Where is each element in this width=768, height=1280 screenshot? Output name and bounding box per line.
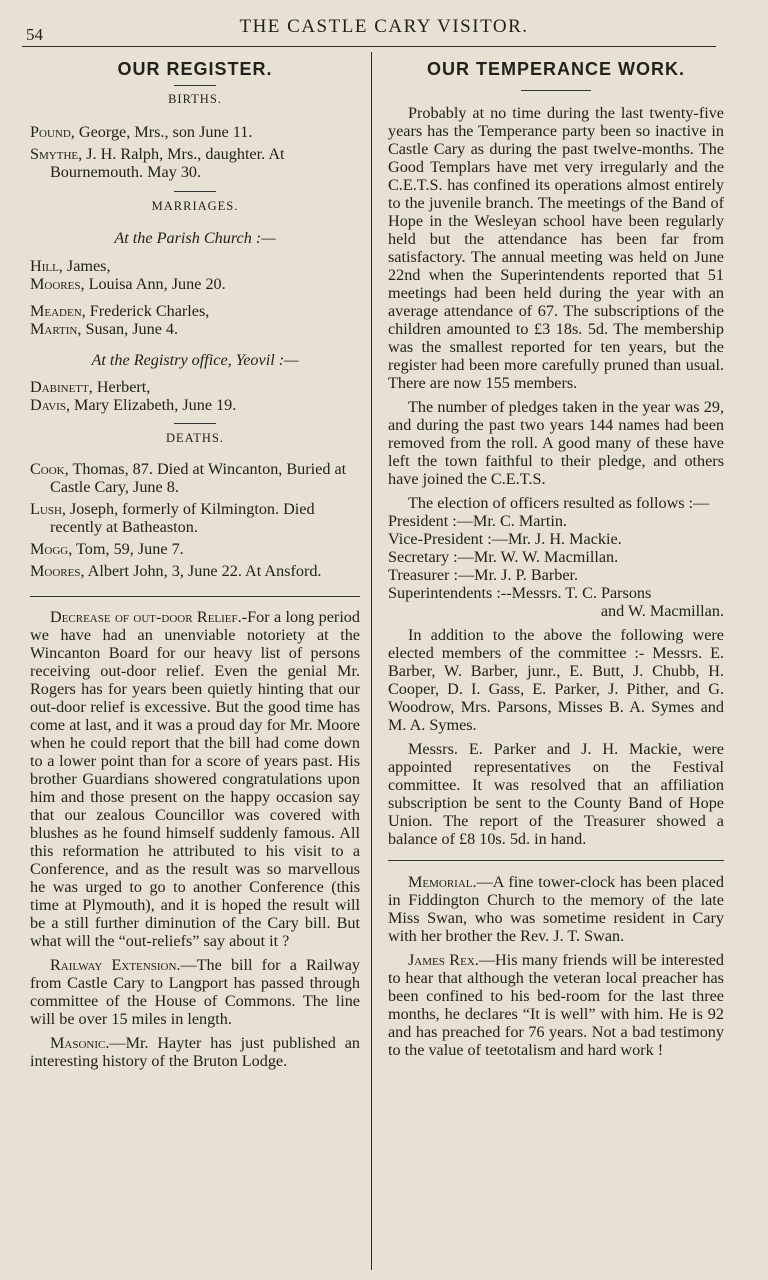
death-entry: Lush, Joseph, formerly of Kilmington. Died recently at Batheaston. bbox=[30, 500, 315, 536]
column-divider bbox=[371, 52, 372, 1270]
left-column bbox=[30, 60, 360, 1070]
temperance-paragraph: Messrs. E. Parker and J. H. Mackie, were appointed representatives on the Festival committee. It was resolved that an affiliation subscription be sent to the County Band of Hope Union. The report of the Treasurer showed a balance of £8 10s. 5d. in hand. bbox=[388, 740, 724, 848]
section-rule bbox=[30, 596, 360, 597]
officer-line: and W. Macmillan. bbox=[600, 602, 724, 620]
officer-line: Treasurer :—Mr. J. P. Barber. bbox=[388, 566, 579, 584]
death-entry: Mogg, Tom, 59, June 7. bbox=[30, 540, 184, 558]
death-entry: Cook, Thomas, 87. Died at Wincanton, Buried at Castle Cary, June 8. bbox=[30, 460, 347, 496]
marriage-entry: Dabinett, Herbert, Davis, Mary Elizabeth, June 19. bbox=[30, 378, 237, 414]
marriage-entry: Meaden, Frederick Charles, Martin, Susan, June 4. bbox=[30, 302, 210, 338]
register-title: OUR REGISTER. bbox=[117, 59, 273, 79]
officer-line: President :—Mr. C. Martin. bbox=[388, 512, 567, 530]
right-column bbox=[388, 60, 724, 1059]
section-rule bbox=[388, 860, 724, 861]
birth-entry: Pound, George, Mrs., son June 11. bbox=[30, 123, 253, 141]
death-entry: Moores, Albert John, 3, June 22. At Ansford. bbox=[30, 562, 322, 580]
note-james-rex: James Rex.—His many friends will be interested to hear that although the veteran local preacher has been confined to his bed-room for the last three months, he declares “It is well” with him. He is 92 and has preached for 76 years. Not a bad testimony to the value of teetotalism and hard work ! bbox=[388, 951, 724, 1059]
temperance-paragraph: The number of pledges taken in the year was 29, and during the past two years 144 names had been removed from the roll. A good many of these have left the town faithful to their pledge, and others have joined the C.E.T.S. bbox=[388, 398, 724, 488]
officer-line: Secretary :—Mr. W. W. Macmillan. bbox=[388, 548, 619, 566]
officer-line: Superintendents :--Messrs. T. C. Parsons bbox=[388, 584, 652, 602]
marriages-title: MARRIAGES. bbox=[151, 199, 239, 213]
note-memorial: Memorial.—A fine tower-clock has been placed in Fiddington Church to the memory of the late Miss Swan, who was sometime resident in Cary with her brother the Rev. J. T. Swan. bbox=[388, 873, 724, 945]
temperance-title: OUR TEMPERANCE WORK. bbox=[427, 59, 685, 79]
note-outdoor-relief: Decrease of out-door Relief.-For a long period we have had an unenviable notoriety at the Wincanton Board for our heavy list of persons receiving out-door relief. Even the genial Mr. Rogers has for years been quietly hinting that our out-door relief is excessive. But the good time has come at last, and it was a proud day for Mr. Moore when he could report that the bill had come down to a lower point than for a score of years past. His brother Guardians showered congratulations upon him and those present on the happy occasion say that our zealous Councillor was covered with blushes as he found himself suddenly famous. All this reformation he attributed to his visit to a Conference, and as the result was so marvellous he was urged to go to another Conference (this time at Plymouth), and it is hoped the result will be a still further diminution of the Cary bill. But what will the “out-reliefs” say about it ? bbox=[30, 608, 360, 950]
officer-line: Vice-President :—Mr. J. H. Mackie. bbox=[388, 530, 622, 548]
header-rule bbox=[22, 46, 716, 47]
note-masonic: Masonic.—Mr. Hayter has just published an interesting history of the Bruton Lodge. bbox=[30, 1034, 360, 1070]
page-number: 54 bbox=[26, 25, 43, 44]
divider bbox=[174, 423, 216, 424]
divider bbox=[174, 85, 216, 86]
marriage-entry: Hill, James, Moores, Louisa Ann, June 20. bbox=[30, 257, 226, 293]
divider bbox=[521, 90, 591, 91]
temperance-paragraph: The election of officers resulted as follows :— bbox=[408, 494, 710, 512]
parish-heading: At the Parish Church :— bbox=[114, 229, 276, 247]
running-title: THE CASTLE CARY VISITOR. bbox=[239, 16, 529, 37]
births-title: BIRTHS. bbox=[168, 92, 222, 106]
registry-heading: At the Registry office, Yeovil :— bbox=[91, 351, 299, 369]
note-railway-extension: Railway Extension.—The bill for a Railway from Castle Cary to Langport has passed through committee of the House of Commons. The line will be over 15 miles in length. bbox=[30, 956, 360, 1028]
temperance-paragraph: In addition to the above the following were elected members of the committee :- Messrs. E. Barber, W. Barber, junr., E. Butt, J. Chubb, H. Cooper, D. I. Gass, E. Parker, J. Pither, and G. Woodrow, Mrs. Parsons, Misses B. A. Symes and M. A. Symes. bbox=[388, 626, 724, 734]
deaths-title: DEATHS. bbox=[165, 431, 225, 445]
temperance-paragraph: Probably at no time during the last twenty-five years has the Temperance party been so inactive in Castle Cary as during the past twelve-months. The Good Templars have met very irregularly and the C.E.T.S. has confined its operations almost entirely to the juvenile branch. The meetings of the Band of Hope in the Wesleyan school have been regularly held but the attendance has been far from satisfactory. The annual meeting was held on June 22nd when the Superintendents reported that 51 meetings had been held during the year with an average attendance of 67. The subscriptions of the children amounted to £3 18s. 5d. The membership was the smallest reported for ten years, but the register had been more carefully pruned than usual. There are now 155 members. bbox=[388, 104, 724, 392]
divider bbox=[174, 191, 216, 192]
birth-entry: Smythe, J. H. Ralph, Mrs., daughter. At Bournemouth. May 30. bbox=[30, 145, 285, 181]
